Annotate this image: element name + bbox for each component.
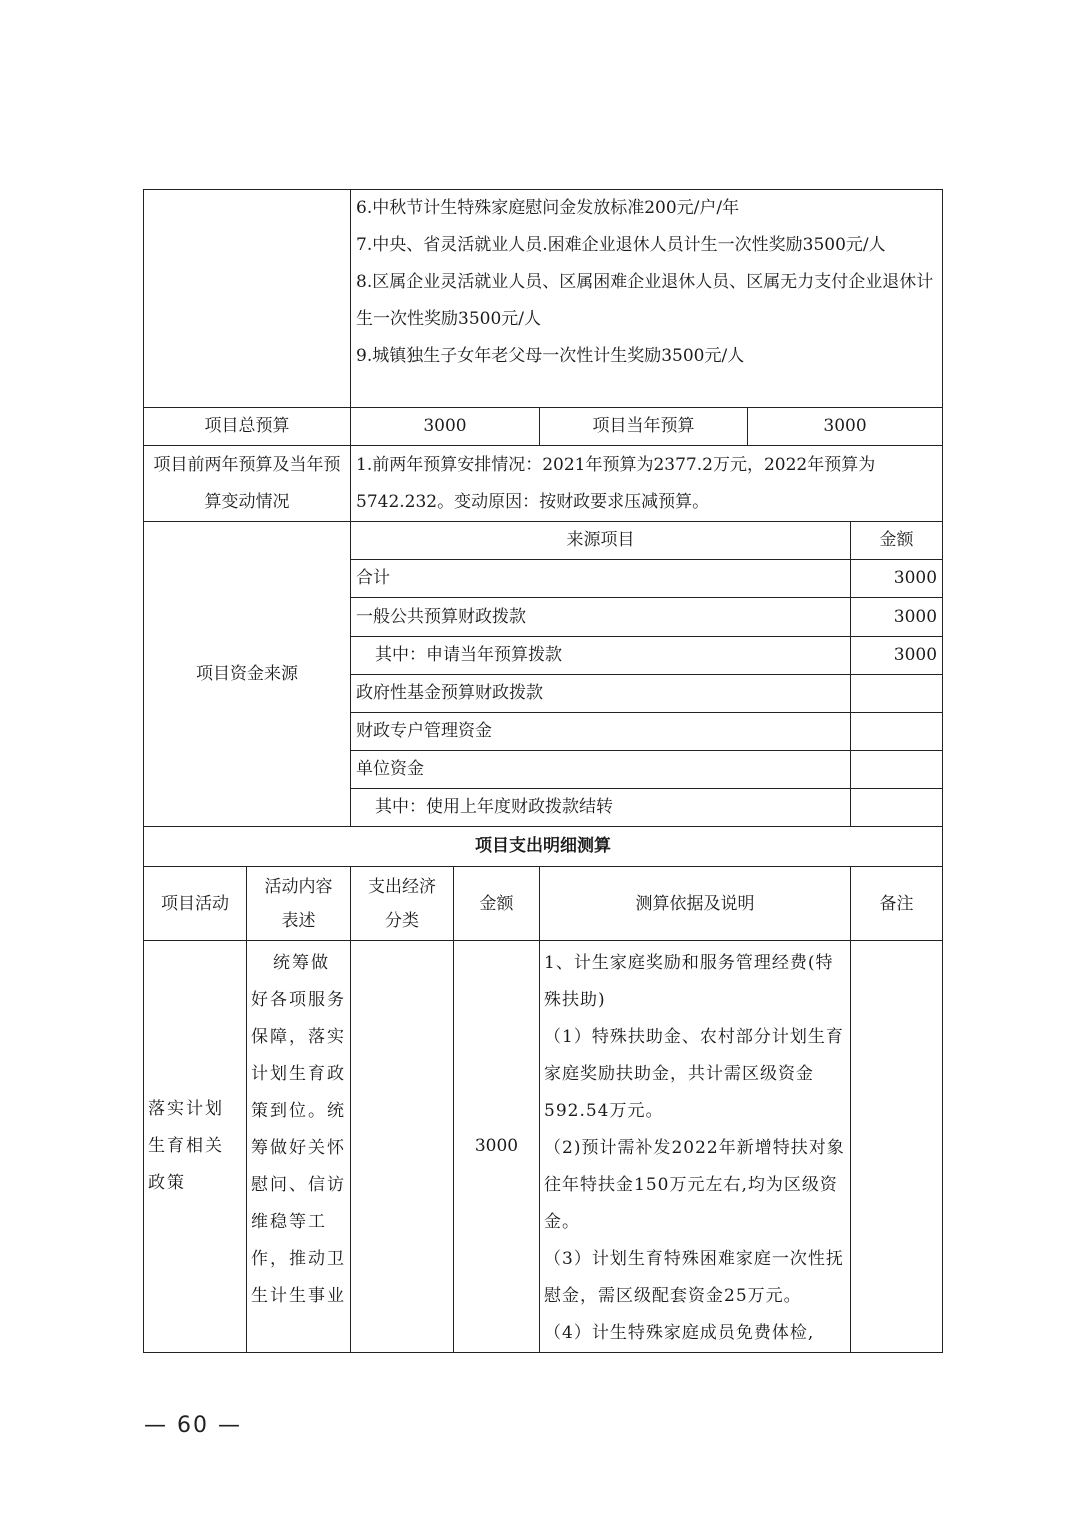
page-number: — 60 —: [144, 1413, 242, 1438]
basis-line: （2)预计需补发2022年新增特扶对象往年特扶金150万元左右,均为区级资金。: [544, 1138, 845, 1232]
funding-header-row: [144, 522, 943, 560]
funding-item-name: 政府性基金预算财政拨款: [351, 675, 851, 713]
total-budget-value: 3000: [351, 408, 540, 446]
detail-header-row: [144, 867, 943, 941]
header-remark: 备注: [851, 867, 943, 941]
basis-line: （3）计划生育特殊困难家庭一次性抚慰金，需区级配套资金25万元。: [544, 1249, 844, 1306]
amount-cell: 3000: [454, 941, 540, 1353]
header-economic-class: 支出经济分类: [351, 867, 454, 941]
list-item: 6.中秋节计生特殊家庭慰问金发放标准200元/户/年: [356, 198, 740, 218]
basis-line: （1）特殊扶助金、农村部分计划生育家庭奖励扶助金，共计需区级资金592.54万元。: [544, 1027, 844, 1121]
current-budget-label: 项目当年预算: [540, 408, 748, 446]
basis-cell: [540, 941, 851, 1353]
funding-col-amount: 金额: [851, 522, 943, 560]
header-basis: 测算依据及说明: [540, 867, 851, 941]
list-item: 9.城镇独生子女年老父母一次性计生奖励3500元/人: [356, 346, 745, 366]
budget-table: [143, 189, 943, 1353]
basis-line: 1、计生家庭奖励和服务管理经费(特殊扶助): [544, 953, 834, 1010]
funding-item-amount: 3000: [851, 560, 943, 598]
current-budget-value: 3000: [748, 408, 943, 446]
funding-item-name: 一般公共预算财政拨款: [351, 598, 851, 637]
continued-items-row: [144, 190, 943, 408]
header-description: 活动内容表述: [247, 867, 351, 941]
activity-cell: 落实计划生育相关政策: [144, 941, 247, 1353]
prior-budget-text: 1.前两年预算安排情况：2021年预算为2377.2万元，2022年预算为5742.232。变动原因：按财政要求压减预算。: [351, 446, 943, 522]
detail-section-title: 项目支出明细测算: [144, 827, 943, 867]
prior-budget-row: [144, 446, 943, 522]
economic-class-cell: [351, 941, 454, 1353]
funding-item-name: 其中：申请当年预算拨款: [351, 637, 851, 675]
funding-item-amount: [851, 713, 943, 751]
funding-item-amount: [851, 675, 943, 713]
funding-source-label: 项目资金来源: [144, 522, 351, 827]
funding-col-source: 来源项目: [351, 522, 851, 560]
detail-row: [144, 941, 943, 1353]
funding-item-amount: [851, 751, 943, 789]
funding-item-name: 合计: [351, 560, 851, 598]
prior-budget-label: 项目前两年预算及当年预算变动情况: [144, 446, 351, 522]
funding-item-amount: [851, 789, 943, 827]
empty-label-cell: [144, 190, 351, 408]
funding-item-amount: 3000: [851, 637, 943, 675]
description-cell: 统筹做好各项服务保障，落实计划生育政策到位。统筹做好关怀慰问、信访维稳等工作，推动卫生计生事业: [247, 941, 351, 1353]
header-amount: 金额: [454, 867, 540, 941]
funding-item-amount: 3000: [851, 598, 943, 637]
funding-item-name: 其中：使用上年度财政拨款结转: [351, 789, 851, 827]
total-budget-label: 项目总预算: [144, 408, 351, 446]
remark-cell: [851, 941, 943, 1353]
continued-items-cell: [351, 190, 943, 408]
basis-line: （4）计生特殊家庭成员免费体检,: [544, 1323, 815, 1343]
list-item: 8.区属企业灵活就业人员、区属困难企业退休人员、区属无力支付企业退休计生一次性奖励3500元/人: [356, 272, 934, 329]
header-activity: 项目活动: [144, 867, 247, 941]
budget-row: [144, 408, 943, 446]
list-item: 7.中央、省灵活就业人员.困难企业退休人员计生一次性奖励3500元/人: [356, 235, 886, 255]
section-title-row: [144, 827, 943, 867]
funding-item-name: 单位资金: [351, 751, 851, 789]
funding-item-name: 财政专户管理资金: [351, 713, 851, 751]
